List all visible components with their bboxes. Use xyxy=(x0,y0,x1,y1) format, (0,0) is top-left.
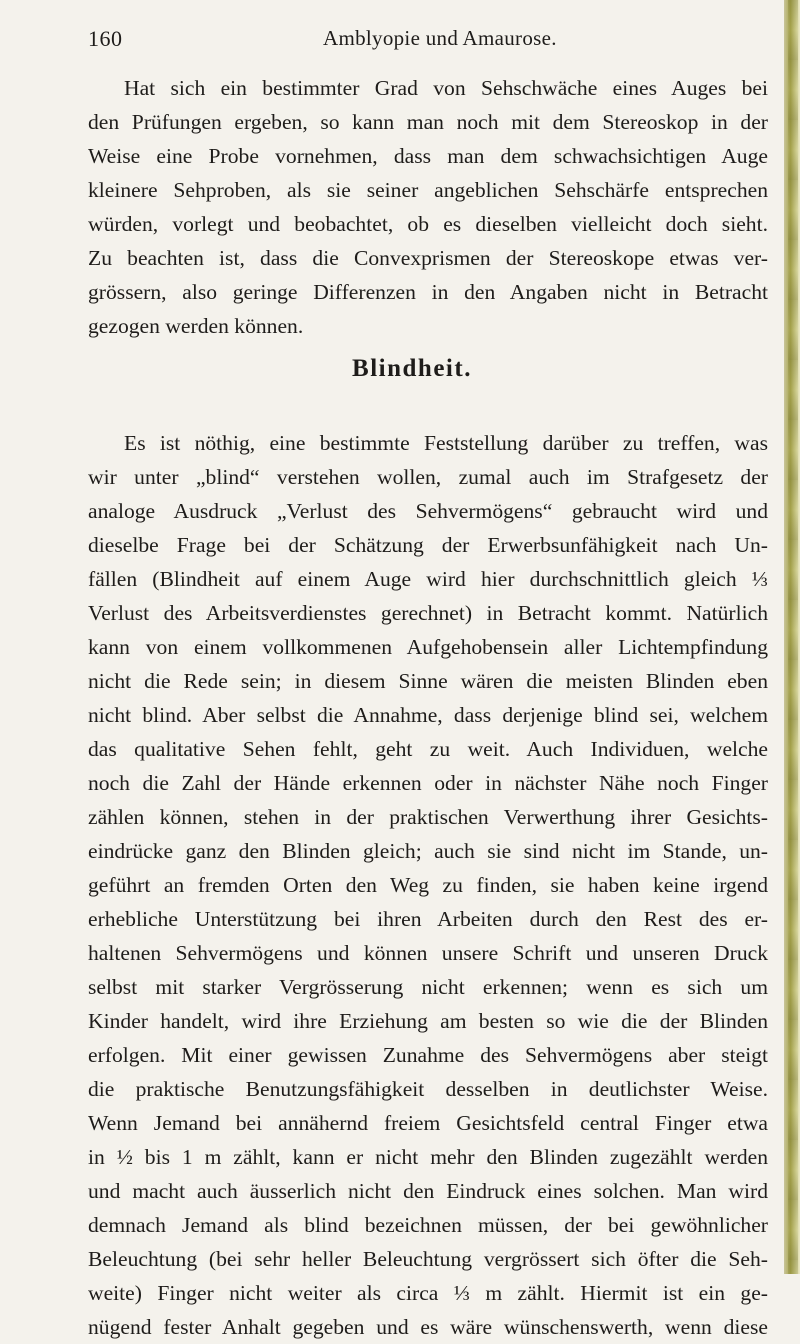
paragraph-blindheit xyxy=(88,426,768,1344)
page-number: 160 xyxy=(88,26,123,51)
text-line: gezogen werden können. xyxy=(88,314,304,338)
text-line: das qualitative Sehen fehlt, geht zu weit. Auch Individuen, welche xyxy=(88,737,768,761)
text-line: Beleuchtung (bei sehr heller Beleuchtung vergrössert sich öfter die Seh- xyxy=(88,1247,768,1271)
running-head-title: Amblyopie und Amaurose. xyxy=(323,26,557,50)
text-line: und macht auch äusserlich nicht den Eindruck eines solchen. Man wird xyxy=(88,1179,768,1203)
text-line: Es ist nöthig, eine bestimmte Feststellung darüber zu treffen, was xyxy=(124,431,768,455)
page-edge-shadow xyxy=(788,0,798,1274)
text-line: fällen (Blindheit auf einem Auge wird hier durchschnittlich gleich ⅓ xyxy=(88,567,768,591)
text-line: demnach Jemand als blind bezeichnen müssen, der bei gewöhnlicher xyxy=(88,1213,768,1237)
text-line: kann von einem vollkommenen Aufgehobensein aller Lichtempfindung xyxy=(88,635,768,659)
text-line: die praktische Benutzungsfähigkeit desselben in deutlichster Weise. xyxy=(88,1077,768,1101)
text-line: analoge Ausdruck „Verlust des Sehvermögens“ gebraucht wird und xyxy=(88,499,768,523)
text-line: dieselbe Frage bei der Schätzung der Erwerbsunfähigkeit nach Un- xyxy=(88,533,768,557)
text-line: würden, vorlegt und beobachtet, ob es dieselben vielleicht doch sieht. xyxy=(88,212,768,236)
text-line: selbst mit starker Vergrösserung nicht erkennen; wenn es sich um xyxy=(88,975,768,999)
text-line: erhebliche Unterstützung bei ihren Arbeiten durch den Rest des er- xyxy=(88,907,768,931)
text-line: haltenen Sehvermögens und können unsere Schrift und unseren Druck xyxy=(88,941,768,965)
text-line: eindrücke ganz den Blinden gleich; auch sie sind nicht im Stande, un- xyxy=(88,839,768,863)
text-line: nicht die Rede sein; in diesem Sinne wären die meisten Blinden eben xyxy=(88,669,768,693)
text-line: zählen können, stehen in der praktischen Verwerthung ihrer Gesichts- xyxy=(88,805,768,829)
text-line: nicht blind. Aber selbst die Annahme, dass derjenige blind sei, welchem xyxy=(88,703,768,727)
text-line: geführt an fremden Orten den Weg zu finden, sie haben keine irgend xyxy=(88,873,768,897)
text-line: grössern, also geringe Differenzen in den Angaben nicht in Betracht xyxy=(88,280,768,304)
text-line: Hat sich ein bestimmter Grad von Sehschwäche eines Auges bei xyxy=(124,76,768,100)
text-line: Zu beachten ist, dass die Convexprismen der Stereoskope etwas ver- xyxy=(88,246,768,270)
text-line: den Prüfungen ergeben, so kann man noch mit dem Stereoskop in der xyxy=(88,110,768,134)
running-head xyxy=(88,26,768,56)
text-line: noch die Zahl der Hände erkennen oder in nächster Nähe noch Finger xyxy=(88,771,768,795)
text-line: weite) Finger nicht weiter als circa ⅓ m zählt. Hiermit ist ein ge- xyxy=(88,1281,768,1305)
text-line: Verlust des Arbeitsverdienstes gerechnet) in Betracht kommt. Natürlich xyxy=(88,601,768,625)
text-line: erfolgen. Mit einer gewissen Zunahme des Sehvermögens aber steigt xyxy=(88,1043,768,1067)
text-line: in ½ bis 1 m zählt, kann er nicht mehr den Blinden zugezählt werden xyxy=(88,1145,768,1169)
paragraph-sehproben xyxy=(88,71,768,343)
text-line: Wenn Jemand bei annähernd freiem Gesichtsfeld central Finger etwa xyxy=(88,1111,768,1135)
text-line: nügend fester Anhalt gegeben und es wäre wünschenswerth, wenn diese xyxy=(88,1315,768,1339)
text-line: kleinere Sehproben, als sie seiner angeblichen Sehschärfe entsprechen xyxy=(88,178,768,202)
text-line: Kinder handelt, wird ihre Erziehung am besten so wie die der Blinden xyxy=(88,1009,768,1033)
text-line: Weise eine Probe vornehmen, dass man dem schwachsichtigen Auge xyxy=(88,144,768,168)
section-heading: Blindheit. xyxy=(352,355,472,382)
text-line: wir unter „blind“ verstehen wollen, zumal auch im Strafgesetz der xyxy=(88,465,768,489)
